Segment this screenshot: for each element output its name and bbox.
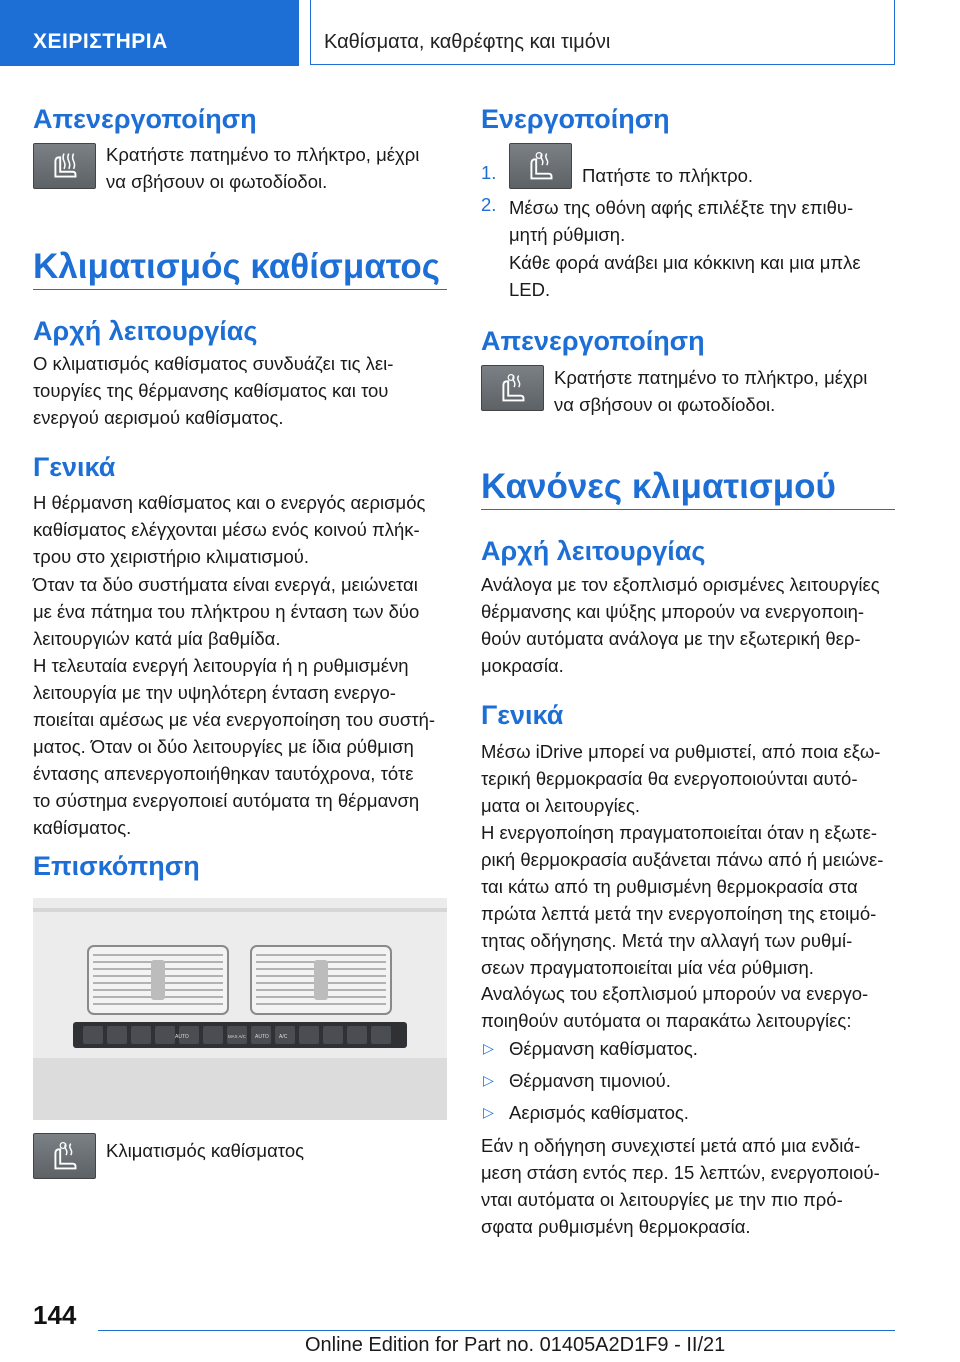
header-divider	[894, 0, 895, 64]
photo-caption: Κλιματισμός καθίσματος	[106, 1140, 305, 1161]
text-line: Κρατήστε πατημένο το πλήκτρο, μέχρι	[554, 367, 868, 388]
deactivation-heading: Απενεργοποίηση	[481, 326, 705, 356]
principle-heading: Αρχή λειτουργίας	[33, 316, 258, 346]
text-line: να σβήσουν οι φωτοδίοδοι.	[554, 394, 776, 415]
step-number: 1.	[481, 162, 497, 183]
general-heading: Γενικά	[481, 700, 564, 730]
text-line: ποιηθούν αυτόματα οι παρακάτω λειτουργίες:	[481, 1010, 852, 1031]
general-paragraph	[33, 571, 453, 652]
bullet-arrow-icon: ▷	[483, 1040, 494, 1056]
text-line: ρική θερμοκρασία αυξάνεται πάνω από ή μειώνε-	[481, 849, 884, 870]
chapter-title: Καθίσματα, καθρέφτης και τιμόνι	[324, 31, 611, 53]
text-line: τρου στο χειριστήριο κλιματισμού.	[33, 546, 310, 567]
step-number: 2.	[481, 194, 497, 215]
rules-heading: Κανόνες κλιματισμού	[481, 467, 836, 506]
text-line: σφατα ρυθμισμένη θερμοκρασία.	[481, 1216, 751, 1237]
step-text	[509, 194, 899, 248]
panel-label: MAX A/C	[228, 1034, 246, 1039]
text-line: σεων πραγματοποιείται μία νέα ρύθμιση.	[481, 957, 814, 978]
text-line: τερική θερμοκρασία θα ενεργοποιούνται αυτό-	[481, 768, 858, 789]
text-line: Η ενεργοποίηση πραγματοποιείται όταν η εξωτε-	[481, 822, 878, 843]
text-line: ματος. Όταν οι δύο λειτουργίες με ίδια ρύθμιση	[33, 736, 414, 757]
panel-label: A/C	[279, 1034, 288, 1040]
text-line: Μέσω της οθόνη αφής επιλέξτε την επιθυ-	[509, 197, 854, 218]
activation-heading: Ενεργοποίηση	[481, 104, 670, 134]
text-line: Αναλόγως του εξοπλισμού μπορούν να ενεργο-	[481, 983, 869, 1004]
text-line: με ένα πάτημα του πλήκτρου η ένταση των δύο	[33, 601, 420, 622]
seat-heating-icon	[33, 143, 96, 189]
panel-label: AUTO	[255, 1034, 269, 1040]
text-line: λειτουργιών κατά μία βαθμίδα.	[33, 628, 281, 649]
general-paragraph	[481, 1132, 901, 1240]
seat-climate-button-icon	[509, 143, 572, 189]
text-line: θέρμανσης και ψύξης μπορούν να ενεργοποιη-	[481, 601, 865, 622]
text-line: καθίσματος ελέγχονται μέσω ενός κοινού πλήκ-	[33, 519, 420, 540]
deactivation-heading: Απενεργοποίηση	[33, 104, 257, 134]
seat-climate-button-icon	[481, 365, 544, 411]
page-number: 144	[33, 1300, 77, 1330]
text-line: ποιείται αμέσως με νέα ενεργοποίηση του συστή-	[33, 709, 436, 730]
text-line: LED.	[509, 279, 551, 300]
general-paragraph	[481, 819, 901, 981]
text-line: Ανάλογα με τον εξοπλισμό ορισμένες λειτουργίες	[481, 574, 880, 595]
seat-ventilation-icon	[33, 1133, 96, 1179]
list-item: Αερισμός καθίσματος.	[509, 1102, 689, 1123]
heading-rule	[481, 509, 895, 510]
text-line: Ο κλιματισμός καθίσματος συνδυάζει τις λει-	[33, 353, 394, 374]
text-line: μεση στάση εντός περ. 15 λεπτών, ενεργοποιού-	[481, 1162, 880, 1183]
list-item: Θέρμανση τιμονιού.	[509, 1070, 671, 1091]
text-line: καθίσματος.	[33, 817, 132, 838]
section-tab: ΧΕΙΡΙΣΤΗΡΙΑ	[0, 0, 299, 66]
page-header	[0, 0, 960, 66]
text-line: θούν αυτόματα ανάλογα με την εξωτερική θερ-	[481, 628, 861, 649]
principle-text	[33, 350, 453, 431]
footer-rule	[98, 1330, 895, 1331]
bullet-arrow-icon: ▷	[483, 1104, 494, 1120]
principle-text	[481, 571, 901, 679]
text-line: Μέσω iDrive μπορεί να ρυθμιστεί, από ποια εξω-	[481, 741, 881, 762]
climate-panel-photo	[33, 898, 447, 1120]
deactivation-text	[554, 364, 899, 418]
climate-panel-illustration	[33, 898, 447, 1120]
text-line: λειτουργία με την υψηλότερη ένταση ενεργο-	[33, 682, 396, 703]
text-line: ται κάτω από τη ρυθμισμένη θερμοκρασία στα	[481, 876, 858, 897]
text-line: Κρατήστε πατημένο το πλήκτρο, μέχρι	[106, 144, 420, 165]
panel-label: AUTO	[175, 1034, 189, 1040]
step-note	[509, 249, 899, 303]
heading-rule	[33, 289, 447, 290]
climate-heading: Κλιματισμός καθίσματος	[33, 247, 441, 286]
general-paragraph	[481, 980, 901, 1034]
step-text: Πατήστε το πλήκτρο.	[582, 165, 754, 186]
text-line: μοκρασία.	[481, 655, 564, 676]
text-line: Εάν η οδήγηση συνεχιστεί μετά από μια ενδιά-	[481, 1135, 861, 1156]
deactivation-text	[106, 141, 451, 195]
text-line: να σβήσουν οι φωτοδίοδοι.	[106, 171, 328, 192]
bullet-arrow-icon: ▷	[483, 1072, 494, 1088]
general-paragraph	[33, 652, 453, 841]
overview-heading: Επισκόπηση	[33, 851, 200, 881]
header-divider	[310, 64, 895, 65]
text-line: ενεργού αερισμού καθίσματος.	[33, 407, 284, 428]
text-line: νται αυτόματα οι λειτουργίες με την πιο πρό-	[481, 1189, 843, 1210]
text-line: Η τελευταία ενεργή λειτουργία ή η ρυθμισμένη	[33, 655, 409, 676]
principle-heading: Αρχή λειτουργίας	[481, 536, 706, 566]
text-line: Όταν τα δύο συστήματα είναι ενεργά, μειώνεται	[33, 574, 418, 595]
text-line: τουργίες της θέρμανσης καθίσματος και του	[33, 380, 389, 401]
text-line: ματα οι λειτουργίες.	[481, 795, 641, 816]
text-line: μητή ρύθμιση.	[509, 224, 626, 245]
text-line: Κάθε φορά ανάβει μια κόκκινη και μια μπλε	[509, 252, 861, 273]
text-line: το σύστημα ενεργοποιεί αυτόματα τη θέρμανση	[33, 790, 420, 811]
general-heading: Γενικά	[33, 452, 116, 482]
text-line: τητας οδήγησης. Μετά την αλλαγή των ρυθμί-	[481, 930, 853, 951]
list-item: Θέρμανση καθίσματος.	[509, 1038, 698, 1059]
general-paragraph	[481, 738, 901, 819]
text-line: Η θέρμανση καθίσματος και ο ενεργός αερισμός	[33, 492, 426, 513]
general-paragraph	[33, 489, 453, 570]
text-line: έντασης απενεργοποιήθηκαν ταυτόχρονα, τότε	[33, 763, 414, 784]
text-line: πρώτα λεπτά μετά την ενεργοποίηση της ετοιμό-	[481, 903, 877, 924]
header-divider	[310, 0, 311, 64]
edition-text: Online Edition for Part no. 01405A2D1F9 - II/21	[305, 1334, 726, 1356]
